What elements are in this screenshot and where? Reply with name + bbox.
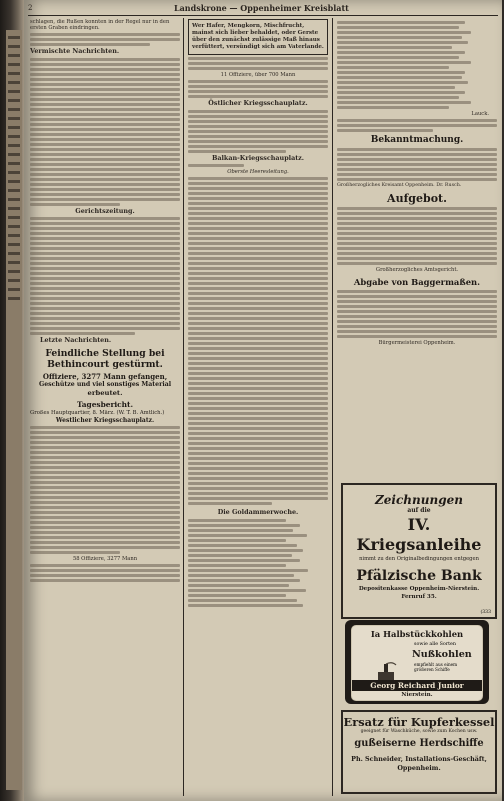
heading-bekanntmachung: Bekanntmachung. <box>370 135 464 146</box>
heading-balkan: Balkan-Kriegsschauplatz. <box>211 153 305 162</box>
subheadline-line-2: Geschütze und viel sonstiges Material <box>38 380 172 388</box>
notice-box-hafer <box>188 19 328 55</box>
heading-goldammerwoche: Die Goldammerwoche. <box>217 508 299 517</box>
header-rule <box>28 15 498 16</box>
fragment-lead: schlagen, die Rußen konnten in der Regel nur in den ersten Graben eindringen. <box>30 19 170 32</box>
heading-vermischtes: Vermischte Nachrichten. <box>30 47 120 56</box>
column-left <box>30 19 180 797</box>
aufgebot-signature: Großherzogliches Amtsgericht. <box>375 267 459 274</box>
tagesbericht-heading: Tagesbericht. <box>76 399 134 409</box>
ad-ref: (333 <box>480 610 491 615</box>
column-middle <box>188 19 328 797</box>
paper-title: Landskrone — Oppenheimer Kreisblatt <box>174 3 349 13</box>
page-number: 2 <box>28 4 33 12</box>
ad-fernruf: Fernruf 35. <box>401 594 437 600</box>
ad-geeignet: geeignet für Waschküche, sowie zum Kochen usw. <box>360 729 478 734</box>
column-divider-1 <box>183 18 184 796</box>
subheadline-line-3: erbeutet. <box>87 388 123 397</box>
ad-ersatz: Ersatz für Kupferkessel <box>343 715 495 729</box>
ad-depositenkasse: Depositenkasse Oppenheim-Nierstein. <box>358 586 480 592</box>
previous-page-edge <box>6 30 22 790</box>
ad-sowie-alle: sowie alle Sorten <box>414 642 456 647</box>
notice-hafer-text: Wer Hafer, Mengkorn, Mischfrucht, mainst sich lieber behaldet, oder Gerste über den zunächst zulässige Maß hinaus verfüttert, versündigt sich am Vaterlande. <box>192 23 324 50</box>
oberste-heeresleitung: Oberste Heeresleitung. <box>227 169 289 176</box>
ad-pfaelzische-bank: Pfälzische Bank <box>356 568 482 584</box>
ad-gusseiserne: gußeiserne Herdschiffe <box>354 738 484 749</box>
ad-kriegsanleihe <box>341 483 497 619</box>
ad-zeichnungen: Zeichnungen <box>375 493 463 507</box>
heading-aufgebot: Aufgebot. <box>387 192 447 206</box>
ad-schneider: Ph. Schneider, Installations-Geschäft, <box>351 755 487 763</box>
ad-nusskohlen: Nußkohlen <box>412 649 472 660</box>
verse-signature: Lauck. <box>471 111 489 117</box>
bekanntmachung-signature: Großherzogliches Kreisamt Oppenheim. Dr. Rusch. <box>337 183 462 189</box>
headline-line-1: Feindliche Stellung bei <box>45 347 165 359</box>
offiziere-line: 58 Offiziere, 3277 Mann <box>72 555 138 562</box>
ad-iv-kriegsanleihe: IV. Kriegsanleihe <box>356 515 482 554</box>
dateline: Großes Hauptquartier, 8. März. (W. T. B. Amtlich.) <box>30 409 165 416</box>
heading-oestlicher: Östlicher Kriegsschauplatz. <box>208 99 308 108</box>
heading-abgabe: Abgabe von Baggermaßen. <box>353 276 481 287</box>
ad-nimmt-zu: nimmt zu den Originalbedingungen entgegen <box>359 556 479 562</box>
heading-gerichtszeitung: Gerichtszeitung. <box>75 206 135 215</box>
date-ref-line: 11 Offiziere, über 700 Mann <box>220 72 296 78</box>
ad-oppenheim: Oppenheim. <box>397 764 441 772</box>
subheadline-line-1: Offiziere, 3277 Mann gefangen, <box>42 371 168 381</box>
abgabe-signature: Bürgermeisterei Oppenheim. <box>378 339 456 346</box>
headline-line-2: Bethincourt gestürmt. <box>47 358 163 370</box>
westlicher-heading: Westlicher Kriegsschauplatz. <box>55 416 155 424</box>
column-divider-2 <box>332 18 333 796</box>
ad-kohlen <box>345 620 489 704</box>
heading-letzte-nachrichten: Letzte Nachrichten. <box>40 336 112 345</box>
page-header <box>24 2 502 15</box>
ad-kohlen-small: empfiehlt aus einem größeren Schiffe <box>414 662 458 672</box>
ad-georg-place: Nierstein. <box>401 692 433 698</box>
ad-kohlen-inner <box>351 625 483 701</box>
ad-georg: Georg Reichard Junior <box>352 680 482 691</box>
ad-kupferkessel <box>341 710 497 794</box>
ad-auf-die: auf die <box>407 507 431 514</box>
ad-halbstueck: Ia Halbstückkohlen <box>370 629 464 639</box>
